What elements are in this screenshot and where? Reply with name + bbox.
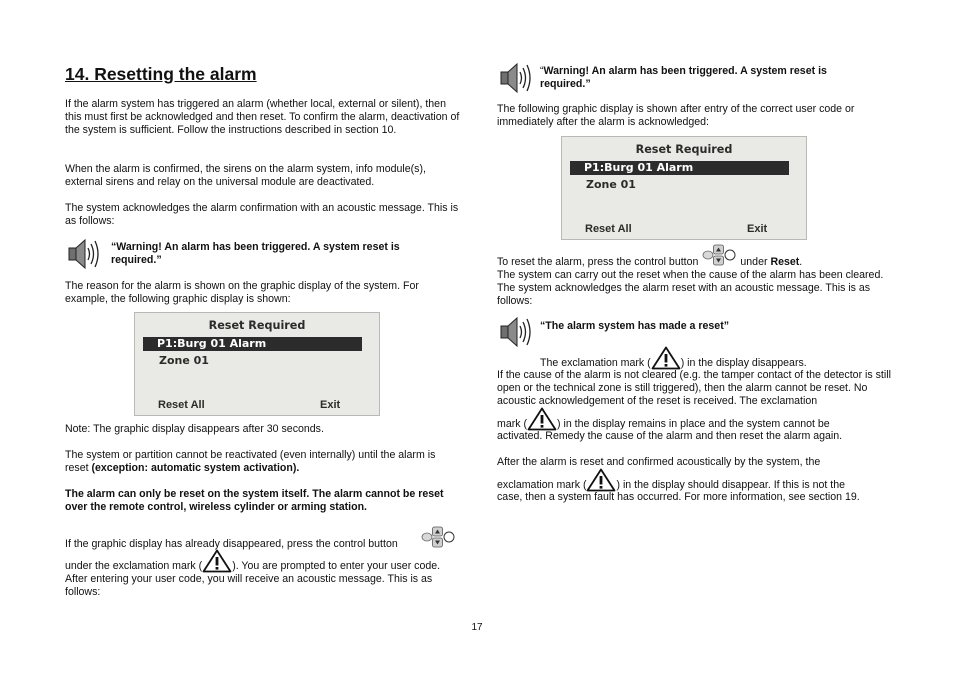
display-zone-line: Zone 01	[159, 354, 209, 367]
remains-text: ) in the display remains in place and the system cannot be	[557, 417, 830, 430]
paragraph-reason: The reason for the alarm is shown on the graphic display of the system. For example, the following graphic display is shown:	[65, 280, 419, 305]
paragraph-display-shown: The following graphic display is shown after entry of the correct user code or immediately after the alarm is acknowledged:	[497, 103, 855, 128]
speaker-icon	[67, 237, 103, 271]
softkey-exit: Exit	[320, 399, 341, 411]
exclamation-text: The exclamation mark (	[540, 356, 651, 369]
paragraph-reactivation	[65, 449, 461, 475]
display-title: Reset Required	[635, 143, 733, 156]
control-button-text: If the graphic display has already disappeared, press the control button	[65, 538, 398, 550]
display-title: Reset Required	[208, 319, 306, 332]
paragraph-mark-remains	[497, 417, 893, 431]
quote-mark: “	[540, 65, 544, 77]
speaker-icon	[499, 315, 535, 349]
paragraph-exclamation-disappears	[540, 356, 890, 370]
display-zone-line: Zone 01	[586, 178, 636, 191]
paragraph-intro: If the alarm system has triggered an alarm (whether local, external or silent), then this must first be acknowledged and then reset. To confirm the alarm, deactivation of the system is sufficient. Follow the instructions described in section 10.	[65, 98, 460, 136]
paragraph-reset-conditions: The system can carry out the reset when the cause of the alarm has been cleared. The system acknowledges the alarm reset with an acoustic message. This is as follows:	[497, 269, 884, 307]
paragraph-press-reset	[497, 256, 893, 269]
acoustic-message-reset: “The alarm system has made a reset”	[540, 320, 730, 332]
mark-text: mark (	[497, 417, 528, 430]
exclamation-text: exclamation mark (	[497, 478, 587, 491]
press-control-text: To reset the alarm, press the control button	[497, 256, 699, 268]
message-text: Warning! An alarm has been triggered. A system reset is required.”	[540, 65, 827, 90]
paragraph-remedy: activated. Remedy the cause of the alarm and then reset the alarm again.	[497, 430, 843, 442]
note-display-timeout: Note: The graphic display disappears after 30 seconds.	[65, 423, 324, 435]
warning-icon	[586, 468, 616, 492]
paragraph-system-fault: case, then a system fault has occurred. For more information, see section 19.	[497, 491, 860, 503]
warning-icon	[527, 407, 557, 431]
page-number: 17	[471, 622, 483, 633]
under-text: under	[740, 256, 771, 268]
disappear-text: ) in the display should disappear. If this is not the	[616, 478, 845, 491]
paragraph-after-reset: After the alarm is reset and confirmed acoustically by the system, the	[497, 456, 821, 468]
reactivation-exception: (exception: automatic system activation).	[91, 462, 300, 474]
speaker-icon	[499, 61, 535, 95]
acoustic-message-warning-2	[540, 65, 870, 91]
softkey-exit: Exit	[747, 223, 768, 235]
disappears-text: ) in the display disappears.	[680, 356, 807, 369]
reactivation-text: The system or partition cannot be reactivated (even internally) until the alarm is reset	[65, 449, 436, 474]
graphic-display	[134, 312, 380, 416]
paragraph-control-button-a	[65, 538, 461, 551]
paragraph-control-button-b	[65, 559, 461, 599]
paragraph-confirmation: When the alarm is confirmed, the sirens on the alarm system, info module(s), external sirens and relay on the universal module are deactivated.	[65, 163, 426, 188]
acoustic-message-warning: “Warning! An alarm has been triggered. A system reset is required.”	[111, 241, 400, 266]
display-selected-line: P1:Burg 01 Alarm	[570, 161, 789, 175]
user-code-text: ). You are prompted to enter your user code. After entering your user code, you will receive an acoustic message. This is as follows:	[65, 559, 441, 598]
paragraph-cause-not-cleared: If the cause of the alarm is not cleared (e.g. the tamper contact of the detector is still open or the technical zone is still triggered), then the alarm cannot be reset. No acoustic acknowledgement of the reset is received. The exclamation	[497, 369, 891, 407]
graphic-display-2	[561, 136, 807, 240]
warning-icon	[651, 346, 681, 370]
softkey-reset-all: Reset All	[158, 399, 205, 411]
paragraph-should-disappear	[497, 478, 893, 492]
reset-keyword: Reset	[770, 256, 800, 268]
softkey-reset-all: Reset All	[585, 223, 632, 235]
paragraph-acknowledge: The system acknowledges the alarm confirmation with an acoustic message. This is as follows:	[65, 202, 459, 227]
warning-icon	[202, 549, 232, 573]
control-button-icon	[421, 526, 455, 548]
paragraph-reset-restriction: The alarm can only be reset on the system itself. The alarm cannot be reset over the remote control, wireless cylinder or arming station.	[65, 488, 444, 513]
display-selected-line: P1:Burg 01 Alarm	[143, 337, 362, 351]
period: .	[799, 256, 803, 268]
section-heading: 14. Resetting the alarm	[65, 64, 257, 84]
control-button-icon	[702, 244, 736, 266]
exclamation-text: under the exclamation mark (	[65, 559, 203, 572]
